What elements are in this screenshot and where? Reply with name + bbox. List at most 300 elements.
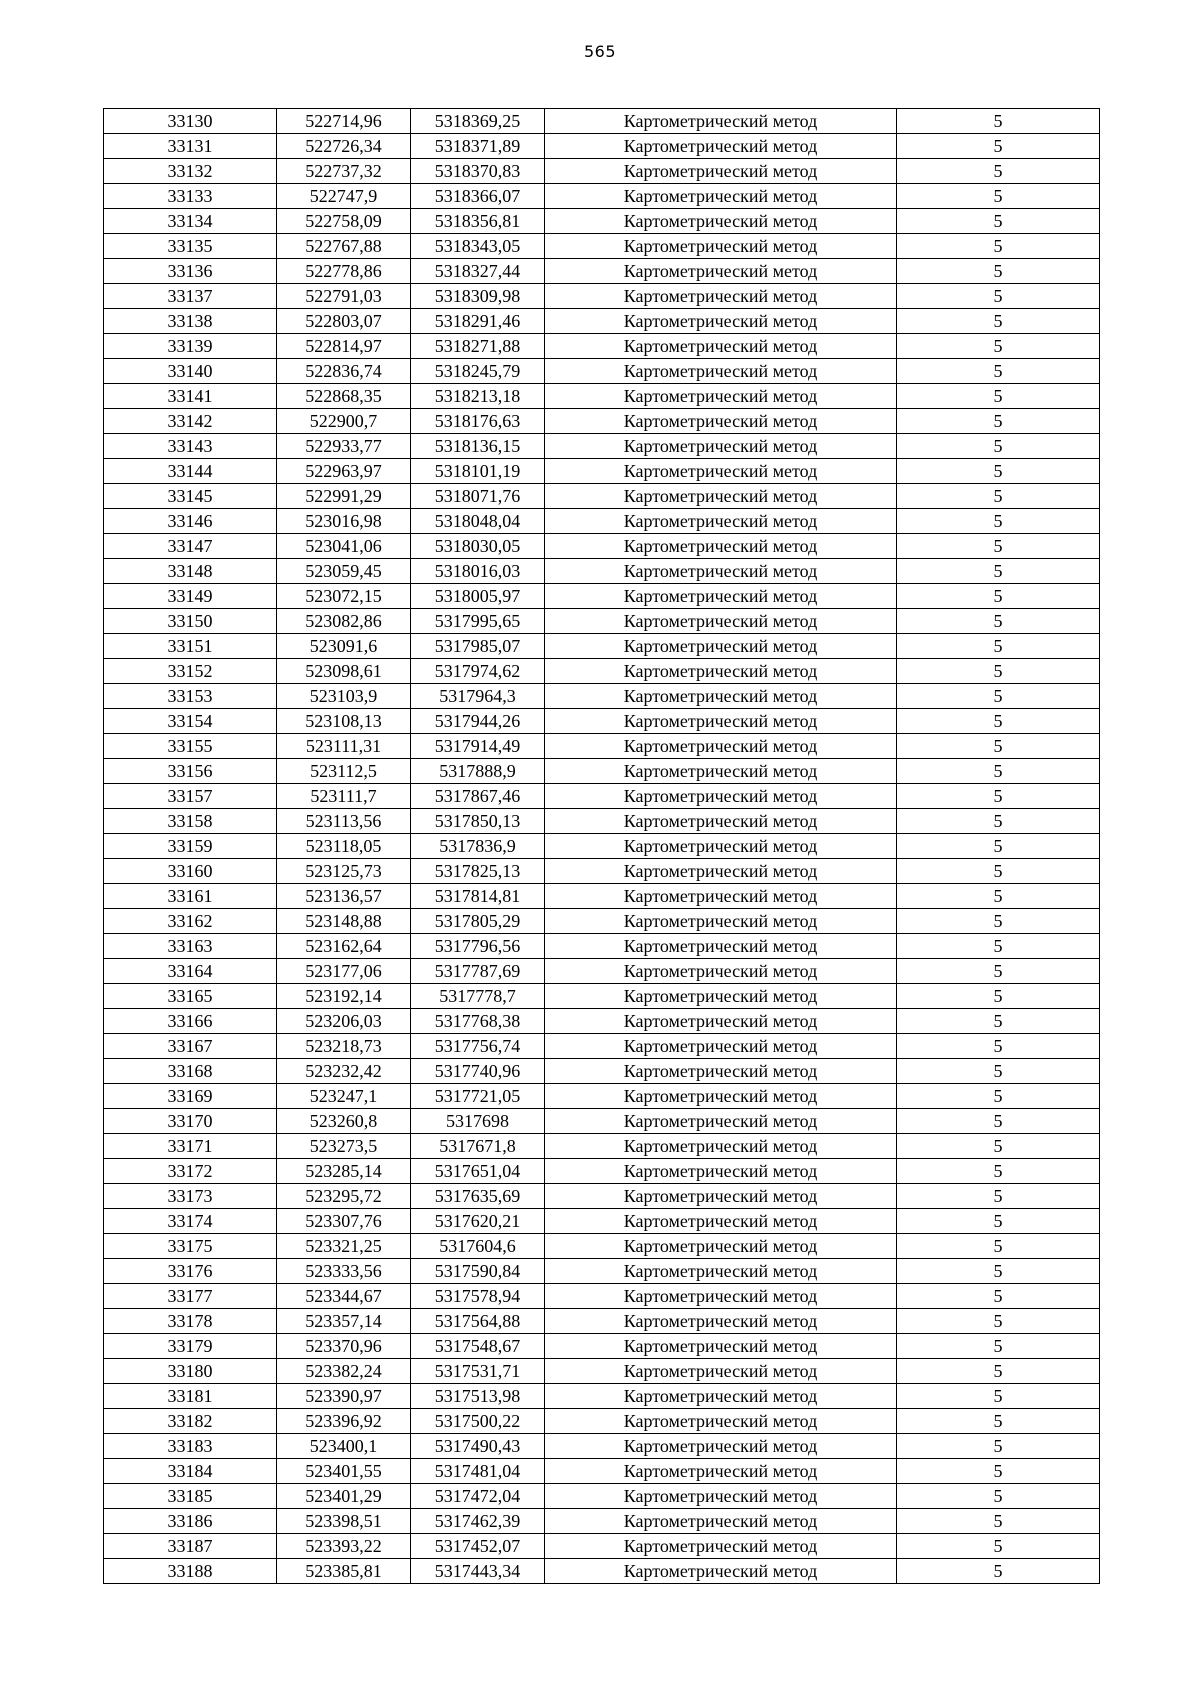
method-cell: Картометрический метод	[545, 509, 897, 534]
method-cell: Картометрический метод	[545, 1509, 897, 1534]
table-row	[104, 1509, 1100, 1534]
table-row	[104, 1409, 1100, 1434]
table-row	[104, 784, 1100, 809]
x-coordinate-cell: 523162,64	[277, 934, 411, 959]
y-coordinate-cell: 5318371,89	[411, 134, 545, 159]
x-coordinate-cell: 522991,29	[277, 484, 411, 509]
point-number-cell: 33185	[104, 1484, 277, 1509]
point-number-cell: 33168	[104, 1059, 277, 1084]
accuracy-cell: 5	[897, 1509, 1100, 1534]
x-coordinate-cell: 523396,92	[277, 1409, 411, 1434]
point-number-cell: 33177	[104, 1284, 277, 1309]
table-row	[104, 184, 1100, 209]
x-coordinate-cell: 523400,1	[277, 1434, 411, 1459]
x-coordinate-cell: 522726,34	[277, 134, 411, 159]
table-row	[104, 209, 1100, 234]
table-row	[104, 334, 1100, 359]
method-cell: Картометрический метод	[545, 434, 897, 459]
accuracy-cell: 5	[897, 1459, 1100, 1484]
accuracy-cell: 5	[897, 1309, 1100, 1334]
table-row	[104, 1159, 1100, 1184]
y-coordinate-cell: 5318309,98	[411, 284, 545, 309]
x-coordinate-cell: 523098,61	[277, 659, 411, 684]
point-number-cell: 33166	[104, 1009, 277, 1034]
table-row	[104, 1209, 1100, 1234]
x-coordinate-cell: 523385,81	[277, 1559, 411, 1584]
y-coordinate-cell: 5318016,03	[411, 559, 545, 584]
x-coordinate-cell: 523370,96	[277, 1334, 411, 1359]
point-number-cell: 33181	[104, 1384, 277, 1409]
x-coordinate-cell: 523177,06	[277, 959, 411, 984]
method-cell: Картометрический метод	[545, 1409, 897, 1434]
method-cell: Картометрический метод	[545, 1534, 897, 1559]
x-coordinate-cell: 523103,9	[277, 684, 411, 709]
accuracy-cell: 5	[897, 209, 1100, 234]
accuracy-cell: 5	[897, 1209, 1100, 1234]
y-coordinate-cell: 5317564,88	[411, 1309, 545, 1334]
point-number-cell: 33146	[104, 509, 277, 534]
method-cell: Картометрический метод	[545, 659, 897, 684]
table-row	[104, 309, 1100, 334]
y-coordinate-cell: 5317472,04	[411, 1484, 545, 1509]
x-coordinate-cell: 523112,5	[277, 759, 411, 784]
method-cell: Картометрический метод	[545, 1284, 897, 1309]
table-row	[104, 809, 1100, 834]
accuracy-cell: 5	[897, 1284, 1100, 1309]
method-cell: Картометрический метод	[545, 709, 897, 734]
y-coordinate-cell: 5318213,18	[411, 384, 545, 409]
accuracy-cell: 5	[897, 1384, 1100, 1409]
x-coordinate-cell: 523218,73	[277, 1034, 411, 1059]
y-coordinate-cell: 5317513,98	[411, 1384, 545, 1409]
y-coordinate-cell: 5318030,05	[411, 534, 545, 559]
point-number-cell: 33136	[104, 259, 277, 284]
x-coordinate-cell: 522791,03	[277, 284, 411, 309]
point-number-cell: 33154	[104, 709, 277, 734]
table-row	[104, 634, 1100, 659]
point-number-cell: 33164	[104, 959, 277, 984]
table-row	[104, 559, 1100, 584]
y-coordinate-cell: 5317974,62	[411, 659, 545, 684]
point-number-cell: 33175	[104, 1234, 277, 1259]
method-cell: Картометрический метод	[545, 409, 897, 434]
method-cell: Картометрический метод	[545, 1359, 897, 1384]
method-cell: Картометрический метод	[545, 734, 897, 759]
method-cell: Картометрический метод	[545, 234, 897, 259]
accuracy-cell: 5	[897, 684, 1100, 709]
accuracy-cell: 5	[897, 659, 1100, 684]
y-coordinate-cell: 5317867,46	[411, 784, 545, 809]
table-row	[104, 134, 1100, 159]
table-row	[104, 109, 1100, 134]
x-coordinate-cell: 523206,03	[277, 1009, 411, 1034]
point-number-cell: 33180	[104, 1359, 277, 1384]
table-row	[104, 684, 1100, 709]
y-coordinate-cell: 5317888,9	[411, 759, 545, 784]
table-row	[104, 1009, 1100, 1034]
method-cell: Картометрический метод	[545, 859, 897, 884]
x-coordinate-cell: 523072,15	[277, 584, 411, 609]
point-number-cell: 33143	[104, 434, 277, 459]
method-cell: Картометрический метод	[545, 834, 897, 859]
table-row	[104, 1309, 1100, 1334]
method-cell: Картометрический метод	[545, 1159, 897, 1184]
accuracy-cell: 5	[897, 359, 1100, 384]
point-number-cell: 33134	[104, 209, 277, 234]
point-number-cell: 33135	[104, 234, 277, 259]
accuracy-cell: 5	[897, 584, 1100, 609]
x-coordinate-cell: 523401,55	[277, 1459, 411, 1484]
table-row	[104, 1059, 1100, 1084]
table-row	[104, 734, 1100, 759]
point-number-cell: 33179	[104, 1334, 277, 1359]
table-row	[104, 1559, 1100, 1584]
method-cell: Картометрический метод	[545, 1084, 897, 1109]
accuracy-cell: 5	[897, 734, 1100, 759]
accuracy-cell: 5	[897, 709, 1100, 734]
y-coordinate-cell: 5318356,81	[411, 209, 545, 234]
x-coordinate-cell: 523108,13	[277, 709, 411, 734]
y-coordinate-cell: 5318370,83	[411, 159, 545, 184]
point-number-cell: 33151	[104, 634, 277, 659]
method-cell: Картометрический метод	[545, 784, 897, 809]
y-coordinate-cell: 5317796,56	[411, 934, 545, 959]
method-cell: Картометрический метод	[545, 259, 897, 284]
point-number-cell: 33169	[104, 1084, 277, 1109]
method-cell: Картометрический метод	[545, 134, 897, 159]
y-coordinate-cell: 5317805,29	[411, 909, 545, 934]
accuracy-cell: 5	[897, 309, 1100, 334]
x-coordinate-cell: 523401,29	[277, 1484, 411, 1509]
y-coordinate-cell: 5317578,94	[411, 1284, 545, 1309]
accuracy-cell: 5	[897, 909, 1100, 934]
accuracy-cell: 5	[897, 884, 1100, 909]
accuracy-cell: 5	[897, 384, 1100, 409]
y-coordinate-cell: 5318245,79	[411, 359, 545, 384]
x-coordinate-cell: 522737,32	[277, 159, 411, 184]
table-row	[104, 534, 1100, 559]
point-number-cell: 33173	[104, 1184, 277, 1209]
x-coordinate-cell: 522767,88	[277, 234, 411, 259]
x-coordinate-cell: 523113,56	[277, 809, 411, 834]
table-row	[104, 834, 1100, 859]
y-coordinate-cell: 5317490,43	[411, 1434, 545, 1459]
accuracy-cell: 5	[897, 1234, 1100, 1259]
table-row	[104, 509, 1100, 534]
point-number-cell: 33139	[104, 334, 277, 359]
method-cell: Картометрический метод	[545, 1059, 897, 1084]
y-coordinate-cell: 5318291,46	[411, 309, 545, 334]
y-coordinate-cell: 5317620,21	[411, 1209, 545, 1234]
accuracy-cell: 5	[897, 459, 1100, 484]
accuracy-cell: 5	[897, 434, 1100, 459]
x-coordinate-cell: 522836,74	[277, 359, 411, 384]
table-row	[104, 1134, 1100, 1159]
y-coordinate-cell: 5318071,76	[411, 484, 545, 509]
method-cell: Картометрический метод	[545, 1184, 897, 1209]
method-cell: Картометрический метод	[545, 584, 897, 609]
x-coordinate-cell: 523082,86	[277, 609, 411, 634]
x-coordinate-cell: 523260,8	[277, 1109, 411, 1134]
accuracy-cell: 5	[897, 809, 1100, 834]
table-row	[104, 434, 1100, 459]
point-number-cell: 33187	[104, 1534, 277, 1559]
y-coordinate-cell: 5318176,63	[411, 409, 545, 434]
y-coordinate-cell: 5317836,9	[411, 834, 545, 859]
point-number-cell: 33137	[104, 284, 277, 309]
method-cell: Картометрический метод	[545, 984, 897, 1009]
accuracy-cell: 5	[897, 484, 1100, 509]
x-coordinate-cell: 523273,5	[277, 1134, 411, 1159]
accuracy-cell: 5	[897, 784, 1100, 809]
method-cell: Картометрический метод	[545, 459, 897, 484]
y-coordinate-cell: 5317914,49	[411, 734, 545, 759]
accuracy-cell: 5	[897, 1534, 1100, 1559]
point-number-cell: 33144	[104, 459, 277, 484]
accuracy-cell: 5	[897, 1009, 1100, 1034]
accuracy-cell: 5	[897, 1334, 1100, 1359]
table-row	[104, 1434, 1100, 1459]
y-coordinate-cell: 5318101,19	[411, 459, 545, 484]
method-cell: Картометрический метод	[545, 359, 897, 384]
table-row	[104, 934, 1100, 959]
method-cell: Картометрический метод	[545, 1434, 897, 1459]
point-number-cell: 33142	[104, 409, 277, 434]
accuracy-cell: 5	[897, 1134, 1100, 1159]
method-cell: Картометрический метод	[545, 959, 897, 984]
y-coordinate-cell: 5317635,69	[411, 1184, 545, 1209]
table-row	[104, 884, 1100, 909]
method-cell: Картометрический метод	[545, 1559, 897, 1584]
point-number-cell: 33150	[104, 609, 277, 634]
method-cell: Картометрический метод	[545, 609, 897, 634]
y-coordinate-cell: 5317531,71	[411, 1359, 545, 1384]
y-coordinate-cell: 5317500,22	[411, 1409, 545, 1434]
x-coordinate-cell: 523344,67	[277, 1284, 411, 1309]
y-coordinate-cell: 5318327,44	[411, 259, 545, 284]
point-number-cell: 33172	[104, 1159, 277, 1184]
y-coordinate-cell: 5317452,07	[411, 1534, 545, 1559]
x-coordinate-cell: 523390,97	[277, 1384, 411, 1409]
y-coordinate-cell: 5317481,04	[411, 1459, 545, 1484]
point-number-cell: 33159	[104, 834, 277, 859]
x-coordinate-cell: 523357,14	[277, 1309, 411, 1334]
method-cell: Картометрический метод	[545, 484, 897, 509]
method-cell: Картометрический метод	[545, 1109, 897, 1134]
accuracy-cell: 5	[897, 1034, 1100, 1059]
method-cell: Картометрический метод	[545, 1234, 897, 1259]
table-row	[104, 609, 1100, 634]
accuracy-cell: 5	[897, 1084, 1100, 1109]
accuracy-cell: 5	[897, 1059, 1100, 1084]
accuracy-cell: 5	[897, 1359, 1100, 1384]
x-coordinate-cell: 522868,35	[277, 384, 411, 409]
point-number-cell: 33132	[104, 159, 277, 184]
y-coordinate-cell: 5317548,67	[411, 1334, 545, 1359]
point-number-cell: 33152	[104, 659, 277, 684]
point-number-cell: 33167	[104, 1034, 277, 1059]
point-number-cell: 33170	[104, 1109, 277, 1134]
y-coordinate-cell: 5318343,05	[411, 234, 545, 259]
method-cell: Картометрический метод	[545, 1034, 897, 1059]
y-coordinate-cell: 5317740,96	[411, 1059, 545, 1084]
y-coordinate-cell: 5318048,04	[411, 509, 545, 534]
x-coordinate-cell: 523111,31	[277, 734, 411, 759]
y-coordinate-cell: 5317787,69	[411, 959, 545, 984]
method-cell: Картометрический метод	[545, 334, 897, 359]
y-coordinate-cell: 5317721,05	[411, 1084, 545, 1109]
point-number-cell: 33153	[104, 684, 277, 709]
x-coordinate-cell: 522963,97	[277, 459, 411, 484]
table-row	[104, 1359, 1100, 1384]
point-number-cell: 33155	[104, 734, 277, 759]
method-cell: Картометрический метод	[545, 1384, 897, 1409]
x-coordinate-cell: 523398,51	[277, 1509, 411, 1534]
accuracy-cell: 5	[897, 959, 1100, 984]
x-coordinate-cell: 523285,14	[277, 1159, 411, 1184]
method-cell: Картометрический метод	[545, 909, 897, 934]
x-coordinate-cell: 522933,77	[277, 434, 411, 459]
table-row	[104, 234, 1100, 259]
accuracy-cell: 5	[897, 259, 1100, 284]
accuracy-cell: 5	[897, 834, 1100, 859]
table-row	[104, 1384, 1100, 1409]
y-coordinate-cell: 5318369,25	[411, 109, 545, 134]
accuracy-cell: 5	[897, 234, 1100, 259]
table-row	[104, 1034, 1100, 1059]
y-coordinate-cell: 5317604,6	[411, 1234, 545, 1259]
accuracy-cell: 5	[897, 159, 1100, 184]
method-cell: Картометрический метод	[545, 284, 897, 309]
y-coordinate-cell: 5317698	[411, 1109, 545, 1134]
accuracy-cell: 5	[897, 184, 1100, 209]
table-row	[104, 959, 1100, 984]
y-coordinate-cell: 5317825,13	[411, 859, 545, 884]
method-cell: Картометрический метод	[545, 1259, 897, 1284]
method-cell: Картометрический метод	[545, 309, 897, 334]
table-row	[104, 259, 1100, 284]
x-coordinate-cell: 522758,09	[277, 209, 411, 234]
point-number-cell: 33174	[104, 1209, 277, 1234]
method-cell: Картометрический метод	[545, 759, 897, 784]
y-coordinate-cell: 5317850,13	[411, 809, 545, 834]
point-number-cell: 33163	[104, 934, 277, 959]
point-number-cell: 33157	[104, 784, 277, 809]
point-number-cell: 33188	[104, 1559, 277, 1584]
method-cell: Картометрический метод	[545, 1134, 897, 1159]
accuracy-cell: 5	[897, 759, 1100, 784]
x-coordinate-cell: 523016,98	[277, 509, 411, 534]
method-cell: Картометрический метод	[545, 159, 897, 184]
accuracy-cell: 5	[897, 1184, 1100, 1209]
table-row	[104, 1184, 1100, 1209]
point-number-cell: 33161	[104, 884, 277, 909]
method-cell: Картометрический метод	[545, 884, 897, 909]
x-coordinate-cell: 523393,22	[277, 1534, 411, 1559]
accuracy-cell: 5	[897, 934, 1100, 959]
y-coordinate-cell: 5317756,74	[411, 1034, 545, 1059]
y-coordinate-cell: 5317651,04	[411, 1159, 545, 1184]
table-row	[104, 159, 1100, 184]
y-coordinate-cell: 5318005,97	[411, 584, 545, 609]
accuracy-cell: 5	[897, 109, 1100, 134]
table-row	[104, 659, 1100, 684]
accuracy-cell: 5	[897, 634, 1100, 659]
point-number-cell: 33140	[104, 359, 277, 384]
table-row	[104, 759, 1100, 784]
point-number-cell: 33145	[104, 484, 277, 509]
accuracy-cell: 5	[897, 984, 1100, 1009]
table-row	[104, 984, 1100, 1009]
table-row	[104, 584, 1100, 609]
point-number-cell: 33165	[104, 984, 277, 1009]
method-cell: Картометрический метод	[545, 384, 897, 409]
point-number-cell: 33184	[104, 1459, 277, 1484]
table-row	[104, 1334, 1100, 1359]
y-coordinate-cell: 5318136,15	[411, 434, 545, 459]
table-row	[104, 1084, 1100, 1109]
table-row	[104, 909, 1100, 934]
point-number-cell: 33131	[104, 134, 277, 159]
accuracy-cell: 5	[897, 1109, 1100, 1134]
point-number-cell: 33160	[104, 859, 277, 884]
x-coordinate-cell: 523125,73	[277, 859, 411, 884]
y-coordinate-cell: 5317768,38	[411, 1009, 545, 1034]
point-number-cell: 33176	[104, 1259, 277, 1284]
method-cell: Картометрический метод	[545, 684, 897, 709]
point-number-cell: 33183	[104, 1434, 277, 1459]
x-coordinate-cell: 523232,42	[277, 1059, 411, 1084]
point-number-cell: 33182	[104, 1409, 277, 1434]
x-coordinate-cell: 523192,14	[277, 984, 411, 1009]
point-number-cell: 33138	[104, 309, 277, 334]
point-number-cell: 33178	[104, 1309, 277, 1334]
table-row	[104, 1284, 1100, 1309]
method-cell: Картометрический метод	[545, 634, 897, 659]
accuracy-cell: 5	[897, 534, 1100, 559]
method-cell: Картометрический метод	[545, 1009, 897, 1034]
accuracy-cell: 5	[897, 334, 1100, 359]
y-coordinate-cell: 5318366,07	[411, 184, 545, 209]
point-number-cell: 33147	[104, 534, 277, 559]
table-row	[104, 1234, 1100, 1259]
x-coordinate-cell: 523307,76	[277, 1209, 411, 1234]
x-coordinate-cell: 523295,72	[277, 1184, 411, 1209]
accuracy-cell: 5	[897, 559, 1100, 584]
coordinates-table	[103, 108, 1100, 1584]
x-coordinate-cell: 523059,45	[277, 559, 411, 584]
x-coordinate-cell: 523148,88	[277, 909, 411, 934]
method-cell: Картометрический метод	[545, 109, 897, 134]
point-number-cell: 33148	[104, 559, 277, 584]
point-number-cell: 33171	[104, 1134, 277, 1159]
accuracy-cell: 5	[897, 134, 1100, 159]
x-coordinate-cell: 522778,86	[277, 259, 411, 284]
y-coordinate-cell: 5317944,26	[411, 709, 545, 734]
y-coordinate-cell: 5317814,81	[411, 884, 545, 909]
page-number: 565	[583, 42, 617, 61]
y-coordinate-cell: 5317590,84	[411, 1259, 545, 1284]
x-coordinate-cell: 523247,1	[277, 1084, 411, 1109]
accuracy-cell: 5	[897, 509, 1100, 534]
method-cell: Картометрический метод	[545, 534, 897, 559]
table-row	[104, 1534, 1100, 1559]
y-coordinate-cell: 5317443,34	[411, 1559, 545, 1584]
accuracy-cell: 5	[897, 284, 1100, 309]
method-cell: Картометрический метод	[545, 209, 897, 234]
accuracy-cell: 5	[897, 1559, 1100, 1584]
x-coordinate-cell: 523118,05	[277, 834, 411, 859]
